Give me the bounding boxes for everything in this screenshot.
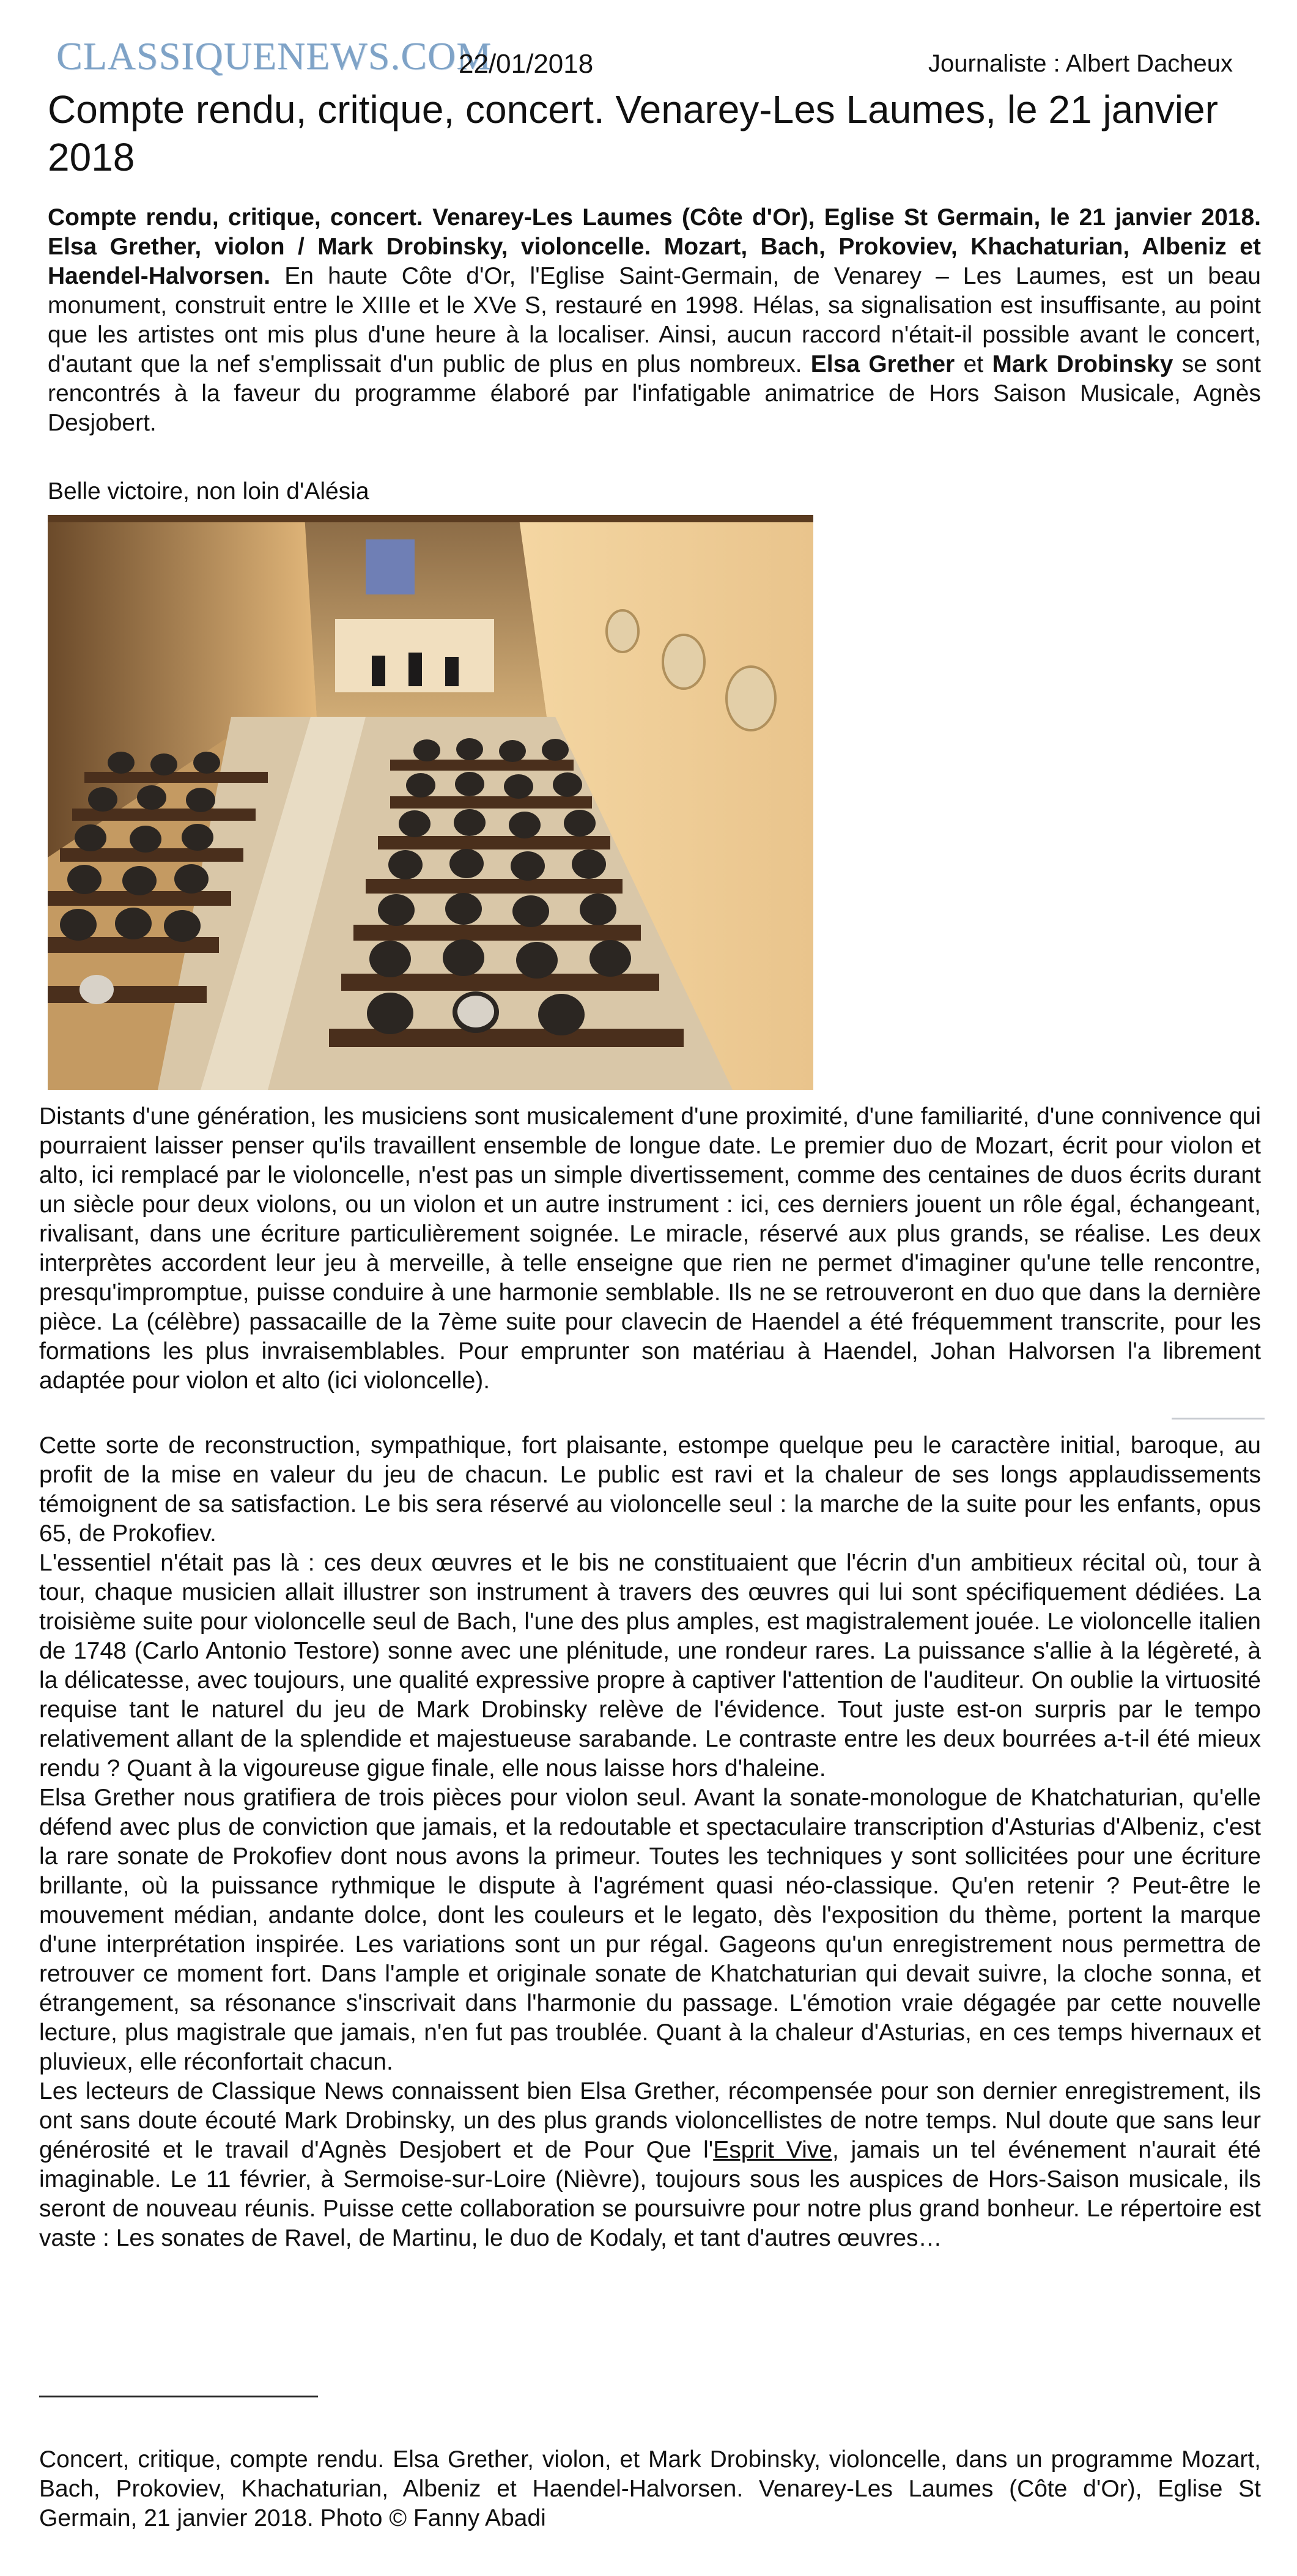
stained-glass-window: [366, 539, 415, 594]
paragraph-text: Les lecteurs de Classique News connaissent bien Elsa Grether, récompensée pour son dernier enregistrement, ils ont sans doute écouté Mark Drobinsky, un des plus grands violoncellistes de notre temps. Nul doute que sans leur générosité et le travail d'Agnès Desjobert et de Pour Que l': [39, 2078, 1261, 2163]
article-date: 22/01/2018: [459, 49, 594, 79]
article-paragraph: Cette sorte de reconstruction, sympathique, fort plaisante, estompe quelque peu le caractère initial, baroque, au profit de la mise en valeur du jeu de chacun. Le public est ravi et la chaleur de ses longs applaudissements témoignent de sa satisfaction. Le bis sera réservé au violoncelle seul : la marche de la suite pour les enfants, opus 65, de Prokofiev.: [39, 1432, 1261, 1547]
article-paragraph: [39, 2077, 1261, 2253]
separator-line: [1172, 1418, 1265, 1419]
article-paragraph: L'essentiel n'était pas là : ces deux œuvres et le bis ne constituaient que l'écrin d'un ambitieux récital où, tour à tour, chaque musicien allait illustrer son instrument à travers des œuvres qui lui sont spécifiquement dédiées. La troisième suite pour violoncelle seul de Bach, l'une des plus amples, est magistralement jouée. Le violoncelle italien de 1748 (Carlo Antonio Testore) sonne avec une plénitude, une rondeur rares. La puissance s'allie à la légèreté, à la délicatesse, avec toujours, une qualité expressive propre à captiver l'attention de l'auditeur. On oublie la virtuosité requise tant le naturel du jeu de Mark Drobinsky relève de l'évidence. Tout juste est-on surpris par le tempo relativement allant de la splendide et majestueuse sarabande. Le contraste entre les deux bourrées a-t-il été mieux rendu ? Quant à la vigoureuse gigue finale, elle nous laisse hors d'haleine.: [39, 1550, 1261, 1782]
footnote-rule: [39, 2396, 318, 2397]
lead-text: et: [955, 351, 992, 377]
lead-text: En haute Côte d'Or, l'Eglise Saint-Germain, de Venarey – Les Laumes, est un beau monument, construit entre le XIIIe et le XVe S, restauré en 1998. Hélas, sa signalisation est insuffisante, au point que les artistes ont mis plus d'une heure à la localiser. Ainsi, aucun raccord n'était-il possible avant le concert, d'autant que la nef s'emplissait d'un public de plus en plus nombreux.: [48, 263, 1261, 377]
section-subheading: Belle victoire, non loin d'Alésia: [48, 478, 369, 505]
concert-photo: [48, 515, 813, 1090]
paragraph-text: , jamais un tel événement n'aurait été imaginable. Le 11 février, à Sermoise-sur-Loire (Nièvre), toujours sous les auspices de Hors-Saison musicale, ils seront de nouveau réunis. Puisse cette collaboration se poursuivre pour notre plus grand bonheur. Le répertoire est vaste : Les sonates de Ravel, de Martinu, le duo de Kodaly, et tant d'autres œuvres…: [39, 2137, 1261, 2251]
article-continuation: [39, 1431, 1261, 2253]
performer-name: Mark Drobinsky: [992, 351, 1173, 377]
church-nave-image: [48, 515, 813, 1090]
lead-bold-summary: Compte rendu, critique, concert. Venarey-Les Laumes (Côte d'Or), Eglise St Germain, le 21 janvier 2018. Elsa Grether, violon / Mark Drobinsky, violoncelle. Mozart, Bach, Prokoviev, Khachaturian, Albeniz et Haendel-Halvorsen.: [48, 204, 1261, 289]
article-lead: [48, 203, 1261, 438]
article-paragraph: Distants d'une génération, les musiciens sont musicalement d'une proximité, d'une familiarité, d'une connivence qui pourraient laisser penser qu'ils travaillent ensemble de longue date. Le premier duo de Mozart, écrit pour violon et alto, ici remplacé par le violoncelle, n'est pas un simple divertissement, comme des centaines de duos écrits durant un siècle pour deux violons, ou un violon et un autre instrument : ici, ces derniers jouent un rôle égal, échangeant, rivalisant, dans une écriture particulièrement soignée. Le miracle, réservé aux plus grands, se réalise. Les deux interprètes accordent leur jeu à merveille, à telle enseigne que rien ne permet d'imaginer qu'une telle rencontre, presqu'impromptue, puisse conduire à une harmonie semblable. Ils ne se retrouveront en duo que dans la dernière pièce. La (célèbre) passacaille de la 7ème suite pour clavecin de Haendel a été fréquemment transcrite, pour les formations les plus invraisemblables. Pour emprunter son matériau à Haendel, Johan Halvorsen l'a librement adaptée pour violon et alto (ici violoncelle).: [39, 1103, 1261, 1394]
photo-caption: Concert, critique, compte rendu. Elsa Grether, violon, et Mark Drobinsky, violoncelle, dans un programme Mozart, Bach, Prokoviev, Khachaturian, Albeniz et Haendel-Halvorsen. Venarey-Les Laumes (Côte d'Or), Eglise St Germain, 21 janvier 2018. Photo © Fanny Abadi: [39, 2446, 1261, 2531]
lead-text: se sont rencontrés à la faveur du programme élaboré par l'infatigable animatrice de Hors Saison Musicale, Agnès Desjobert.: [48, 351, 1261, 436]
article-paragraph: Elsa Grether nous gratifiera de trois pièces pour violon seul. Avant la sonate-monologue de Khatchaturian, qu'elle défend avec plus de conviction que jamais, et la redoutable et spectaculaire transcription d'Asturias d'Albeniz, c'est la rare sonate de Prokofiev dont nous avons la primeur. Toutes les techniques y sont sollicitées pour une écriture brillante, où la puissance rythmique le dispute à l'agrément quasi néo-classique. Qu'en retenir ? Peut-être le mouvement médian, andante dolce, dont les couleurs et le legato, dès l'exposition du thème, portent la marque d'une interprétation inspirée. Les variations sont un pur régal. Gageons qu'un enregistrement nous permettra de retrouver ce moment fort. Dans l'ample et originale sonate de Khatchaturian qui devait suivre, la cloche sonna, et étrangement, sa résonance s'inscrivait dans l'harmonie du passage. L'émotion vraie dégagée par cette nouvelle lecture, plus magistrale que jamais, n'en fut pas troublée. Quant à la chaleur d'Asturias, en ces temps hivernaux et pluvieux, elle réconfortait chacun.: [39, 1785, 1261, 2075]
performer-name: Elsa Grether: [810, 351, 955, 377]
esprit-vive-link[interactable]: Esprit Vive: [713, 2137, 832, 2163]
article-title: Compte rendu, critique, concert. Venarey-Les Laumes, le 21 janvier 2018: [48, 87, 1218, 179]
journalist-credit: Journaliste : Albert Dacheux: [928, 50, 1233, 77]
site-logo[interactable]: CLASSIQUENEWS.COM: [56, 34, 492, 78]
